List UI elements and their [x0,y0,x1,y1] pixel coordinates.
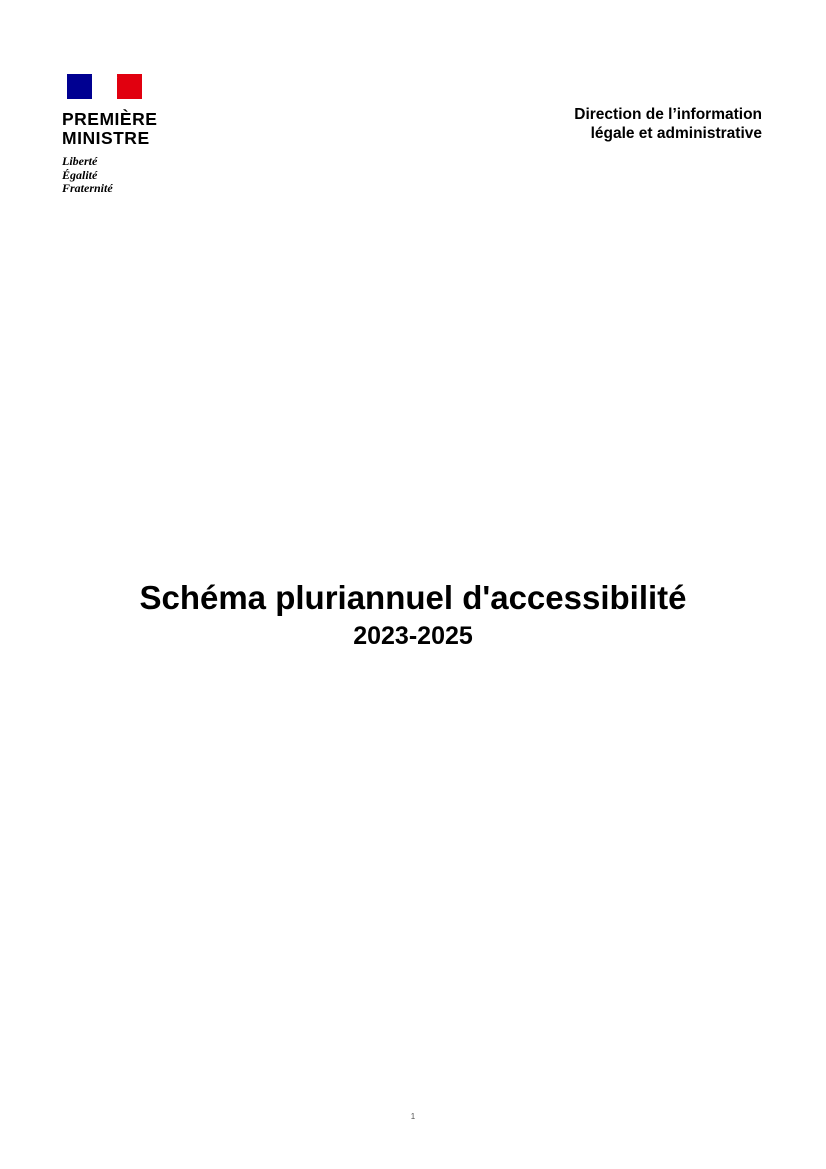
department-name [422,105,762,143]
logo-title-line2: MINISTRE [62,128,150,148]
logo-title [62,110,262,148]
document-footer [0,1106,826,1124]
page-number: 1 [410,1112,416,1121]
title-block [0,578,826,651]
logo-motto-line2: Égalité [62,167,98,182]
logo-title-line1: PREMIÈRE [62,109,158,129]
logo-motto-line1: Liberté [62,154,98,168]
department-line2: légale et administrative [590,125,762,142]
logo-motto-line3: Fraternité [62,181,113,195]
department-line1: Direction de l’information [574,106,762,123]
document-header [0,72,826,202]
page-subtitle: 2023-2025 [353,622,473,650]
logo-motto [62,155,262,196]
french-flag-icon [65,72,149,102]
government-logo [62,72,262,196]
page-title: Schéma pluriannuel d'accessibilité [139,579,687,616]
